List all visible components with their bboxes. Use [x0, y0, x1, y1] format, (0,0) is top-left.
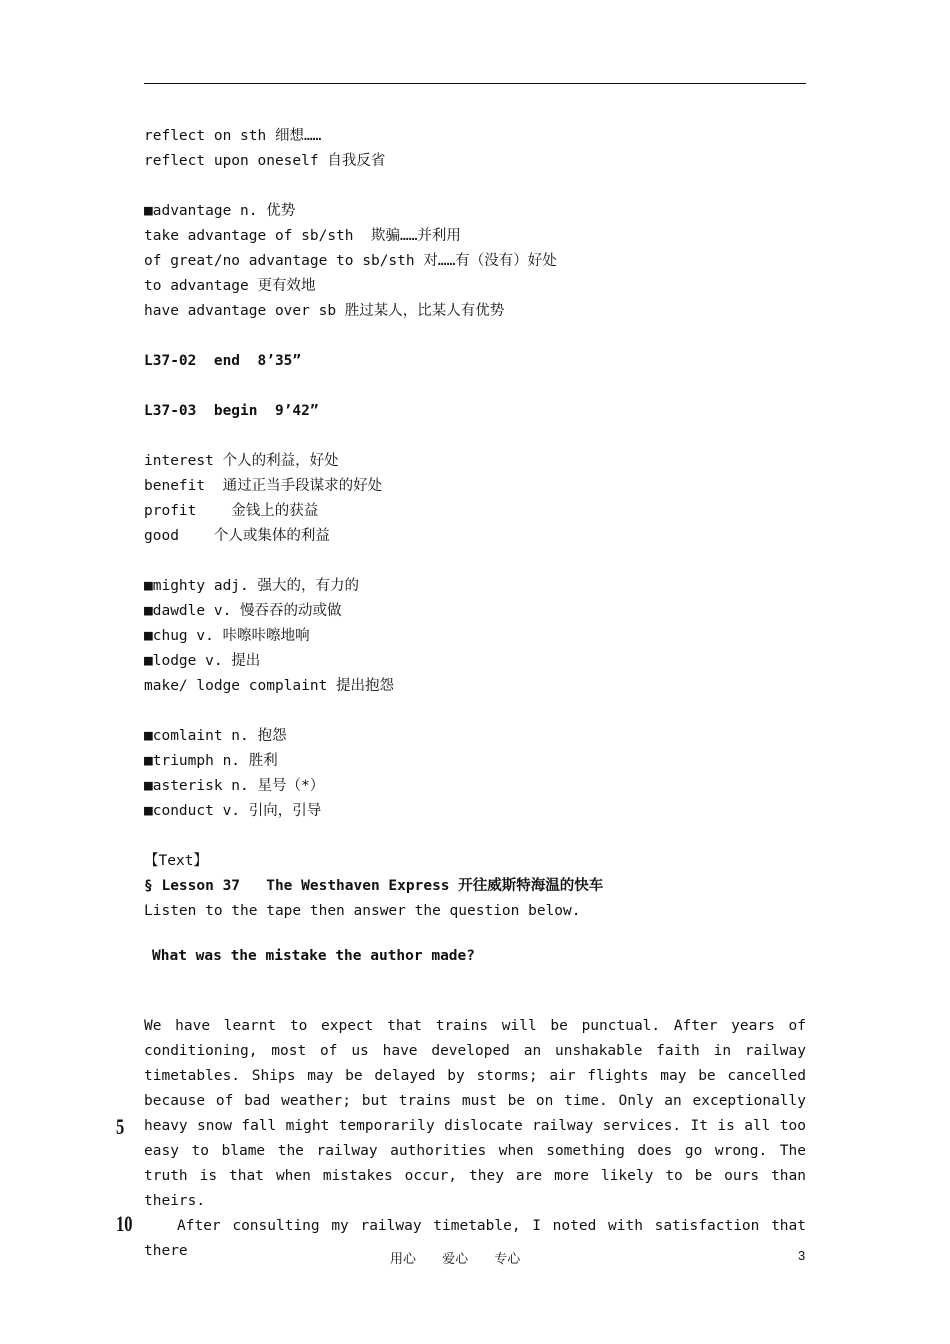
vocab-line: reflect upon oneself 自我反省 [144, 153, 386, 169]
instruction: Listen to the tape then answer the question below. [144, 903, 581, 919]
text-section-label: 【Text】 [144, 853, 208, 869]
vocab-line: reflect on sth 细想…… [144, 128, 322, 144]
vocab-line: make/ lodge complaint 提出抱怨 [144, 678, 395, 694]
page-number: 3 [798, 1248, 806, 1263]
line-number: 5 [116, 1114, 125, 1139]
audio-end-marker: L37-02 end 8’35” [144, 353, 302, 369]
vocab-line: take advantage of sb/sth 欺骗……并利用 [144, 228, 461, 244]
line-number: 10 [116, 1211, 133, 1236]
footer-motto: 用心 爱心 专心 [390, 1252, 521, 1267]
page-content [144, 124, 806, 1264]
vocab-line: ■dawdle v. 慢吞吞的动或做 [144, 603, 342, 619]
header-rule [144, 83, 806, 84]
synonym-line: good 个人或集体的利益 [144, 528, 330, 544]
vocab-line: ■conduct v. 引向，引导 [144, 803, 322, 819]
body-paragraph: After consulting my railway timetable, I noted with satisfaction that there [144, 1218, 806, 1259]
synonym-line: profit 金钱上的获益 [144, 503, 319, 519]
audio-begin-marker: L37-03 begin 9’42” [144, 403, 319, 419]
synonym-line: benefit 通过正当手段谋求的好处 [144, 478, 383, 494]
vocab-line: of great/no advantage to sb/sth 对……有（没有）好处 [144, 253, 557, 269]
vocab-line: ■mighty adj. 强大的，有力的 [144, 578, 359, 594]
vocab-line: ■asterisk n. 星号（*） [144, 778, 325, 794]
vocab-line: ■triumph n. 胜利 [144, 753, 278, 769]
question: What was the mistake the author made? [152, 948, 476, 964]
lesson-title: § Lesson 37 The Westhaven Express 开往威斯特海温的快车 [144, 878, 604, 894]
body-paragraph: We have learnt to expect that trains will be punctual. After years of conditioning, most of us have developed an unshakable faith in railway timetables. Ships may be delayed by storms; air flights may be cancelled because of bad weather; but trains must be on time. Only an exceptionally heavy snow fall might temporarily dislocate railway services. It is all too easy to blame the railway authorities when something does go wrong. The truth is that when mistakes occur, they are more likely to be ours than theirs. [144, 1018, 806, 1209]
vocab-line: ■comlaint n. 抱怨 [144, 728, 287, 744]
vocab-line: to advantage 更有效地 [144, 278, 316, 294]
vocab-line: ■lodge v. 提出 [144, 653, 261, 669]
vocab-line: ■advantage n. 优势 [144, 203, 296, 219]
vocab-line: ■chug v. 咔嚓咔嚓地响 [144, 628, 310, 644]
synonym-line: interest 个人的利益，好处 [144, 453, 339, 469]
vocab-line: have advantage over sb 胜过某人，比某人有优势 [144, 303, 505, 319]
